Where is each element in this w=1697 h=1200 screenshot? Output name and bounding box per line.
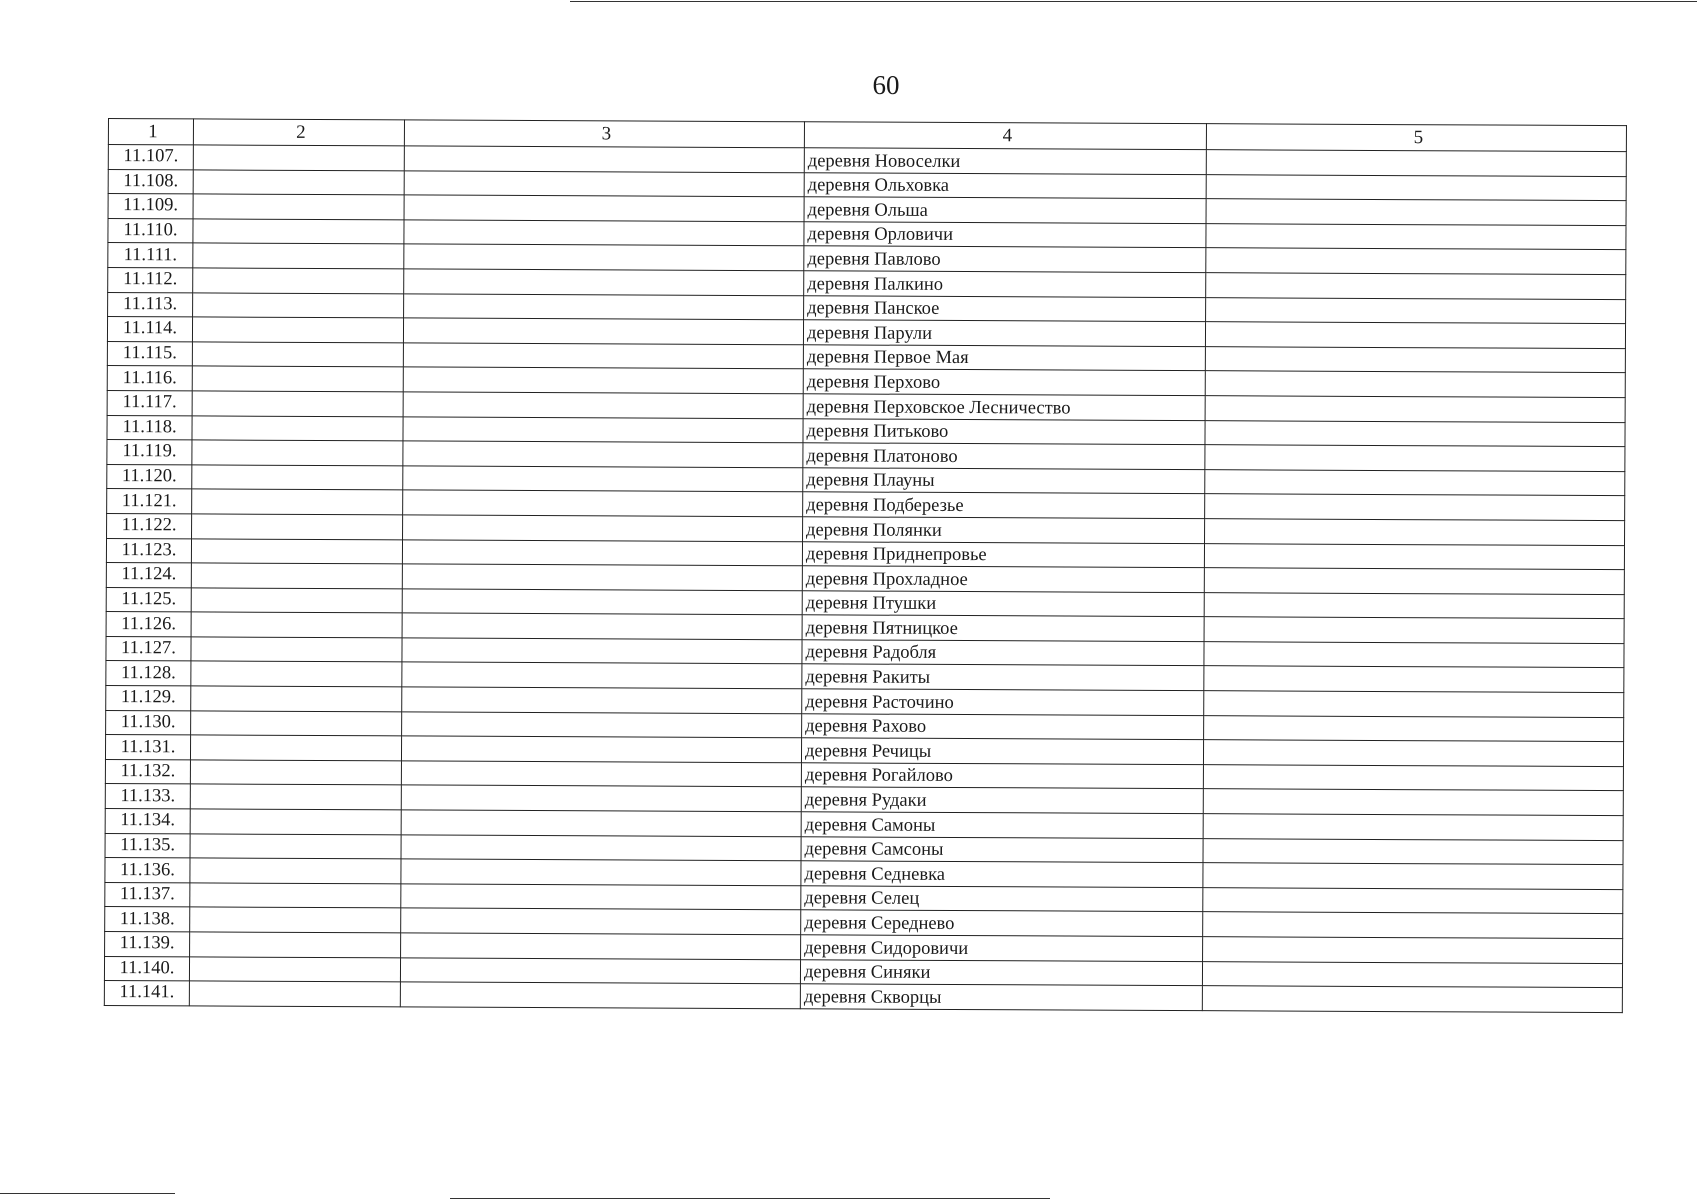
empty-cell-col5 [1202, 986, 1622, 1013]
empty-cell-col5 [1206, 150, 1626, 177]
settlement-name-cell: деревня Самсоны [801, 836, 1203, 862]
empty-cell-col2 [193, 243, 404, 269]
empty-cell-col2 [191, 637, 402, 663]
row-number-cell: 11.131. [105, 735, 190, 760]
column-header-2: 2 [193, 119, 404, 146]
column-header-5: 5 [1206, 124, 1626, 152]
row-number-cell: 11.138. [105, 907, 190, 932]
row-number-cell: 11.115. [107, 341, 192, 366]
empty-cell-col2 [192, 489, 403, 515]
empty-cell-col5 [1204, 691, 1624, 718]
empty-cell-col2 [192, 514, 403, 540]
row-number-cell: 11.128. [106, 661, 191, 686]
empty-cell-col2 [190, 834, 401, 860]
row-number-cell: 11.116. [107, 366, 192, 391]
empty-cell-col3 [402, 539, 802, 565]
empty-cell-col3 [401, 736, 801, 762]
row-number-cell: 11.107. [108, 145, 193, 170]
empty-cell-col5 [1206, 199, 1626, 226]
empty-cell-col3 [404, 170, 804, 196]
empty-cell-col3 [402, 662, 802, 688]
empty-cell-col2 [190, 907, 401, 933]
empty-cell-col2 [191, 612, 402, 638]
settlement-name-cell: деревня Прохладное [802, 566, 1204, 592]
settlement-name-cell: деревня Скворцы [800, 984, 1202, 1010]
settlement-name-cell: деревня Расточино [802, 689, 1204, 715]
settlement-name-cell: деревня Ракиты [802, 664, 1204, 690]
row-number-cell: 11.117. [107, 390, 192, 415]
empty-cell-col2 [191, 711, 402, 737]
empty-cell-col2 [193, 145, 404, 171]
empty-cell-col3 [401, 933, 801, 959]
settlement-name-cell: деревня Ольховка [804, 172, 1206, 198]
empty-cell-col5 [1205, 519, 1625, 546]
empty-cell-col3 [403, 515, 803, 541]
empty-cell-col2 [190, 760, 401, 786]
empty-cell-col5 [1203, 912, 1623, 939]
empty-cell-col2 [190, 735, 401, 761]
empty-cell-col2 [192, 391, 403, 417]
row-number-cell: 11.125. [106, 587, 191, 612]
settlement-name-cell: деревня Приднепровье [802, 541, 1204, 567]
empty-cell-col5 [1205, 346, 1625, 373]
empty-cell-col3 [401, 884, 801, 910]
empty-cell-col2 [189, 981, 400, 1007]
row-number-cell: 11.108. [108, 169, 193, 194]
empty-cell-col5 [1205, 494, 1625, 521]
empty-cell-col3 [401, 859, 801, 885]
row-number-cell: 11.122. [107, 513, 192, 538]
settlement-name-cell: деревня Плауны [803, 467, 1205, 493]
row-number-cell: 11.124. [106, 563, 191, 588]
row-number-cell: 11.129. [106, 686, 191, 711]
empty-cell-col3 [401, 785, 801, 811]
scan-edge-top [570, 1, 1697, 2]
empty-cell-col5 [1205, 371, 1625, 398]
row-number-cell: 11.127. [106, 636, 191, 661]
empty-cell-col3 [404, 220, 804, 246]
settlement-name-cell: деревня Сидоровичи [801, 935, 1203, 961]
empty-cell-col2 [192, 440, 403, 466]
settlement-name-cell: деревня Рудаки [801, 787, 1203, 813]
empty-cell-col2 [193, 268, 404, 294]
empty-cell-col5 [1203, 863, 1623, 890]
settlement-name-cell: деревня Рогайлово [801, 763, 1203, 789]
empty-cell-col5 [1204, 617, 1624, 644]
empty-cell-col3 [402, 687, 802, 713]
settlement-name-cell: деревня Самоны [801, 812, 1203, 838]
empty-cell-col3 [401, 835, 801, 861]
settlement-name-cell: деревня Седневка [801, 861, 1203, 887]
empty-cell-col5 [1203, 887, 1623, 914]
empty-cell-col3 [402, 712, 802, 738]
empty-cell-col5 [1203, 789, 1623, 816]
empty-cell-col5 [1206, 297, 1626, 324]
empty-cell-col2 [189, 956, 400, 982]
row-number-cell: 11.119. [107, 440, 192, 465]
row-number-cell: 11.139. [105, 931, 190, 956]
empty-cell-col3 [401, 761, 801, 787]
empty-cell-col5 [1203, 937, 1623, 964]
empty-cell-col5 [1205, 445, 1625, 472]
empty-cell-col5 [1204, 568, 1624, 595]
empty-cell-col3 [404, 146, 804, 172]
row-number-cell: 11.114. [107, 317, 192, 342]
settlement-name-cell: деревня Павлово [804, 246, 1206, 272]
row-number-cell: 11.110. [108, 218, 193, 243]
empty-cell-col3 [400, 982, 800, 1008]
empty-cell-col5 [1204, 715, 1624, 742]
empty-cell-col5 [1203, 765, 1623, 792]
empty-cell-col2 [190, 809, 401, 835]
empty-cell-col3 [404, 269, 804, 295]
empty-cell-col2 [192, 366, 403, 392]
settlement-name-cell: деревня Подберезье [803, 492, 1205, 518]
settlement-name-cell: деревня Рахово [802, 713, 1204, 739]
empty-cell-col3 [404, 293, 804, 319]
empty-cell-col2 [190, 858, 401, 884]
settlement-name-cell: деревня Парули [803, 320, 1205, 346]
empty-cell-col2 [191, 538, 402, 564]
row-number-cell: 11.133. [105, 784, 190, 809]
settlement-name-cell: деревня Перховское Лесничество [803, 394, 1205, 420]
empty-cell-col2 [190, 932, 401, 958]
table-container [104, 118, 1627, 1013]
table-body [104, 145, 1626, 1013]
settlement-name-cell: деревня Перхово [803, 369, 1205, 395]
settlement-name-cell: деревня Ольша [804, 197, 1206, 223]
empty-cell-col3 [402, 638, 802, 664]
empty-cell-col3 [404, 195, 804, 221]
settlement-name-cell: деревня Птушки [802, 590, 1204, 616]
empty-cell-col5 [1206, 223, 1626, 250]
row-number-cell: 11.141. [104, 981, 189, 1006]
row-number-cell: 11.126. [106, 612, 191, 637]
row-number-cell: 11.112. [108, 267, 193, 292]
row-number-cell: 11.118. [107, 415, 192, 440]
row-number-cell: 11.123. [106, 538, 191, 563]
empty-cell-col3 [402, 589, 802, 615]
settlement-name-cell: деревня Питьково [803, 418, 1205, 444]
empty-cell-col3 [402, 564, 802, 590]
empty-cell-col3 [403, 441, 803, 467]
row-number-cell: 11.111. [108, 243, 193, 268]
column-header-4: 4 [804, 122, 1206, 150]
empty-cell-col3 [403, 416, 803, 442]
empty-cell-col3 [403, 343, 803, 369]
empty-cell-col5 [1202, 961, 1622, 988]
row-number-cell: 11.113. [108, 292, 193, 317]
row-number-cell: 11.136. [105, 858, 190, 883]
empty-cell-col2 [192, 415, 403, 441]
empty-cell-col5 [1203, 838, 1623, 865]
empty-cell-col5 [1203, 740, 1623, 767]
settlement-name-cell: деревня Панское [804, 295, 1206, 321]
empty-cell-col3 [403, 392, 803, 418]
empty-cell-col2 [190, 784, 401, 810]
empty-cell-col2 [192, 465, 403, 491]
empty-cell-col5 [1205, 420, 1625, 447]
empty-cell-col3 [402, 613, 802, 639]
empty-cell-col5 [1205, 322, 1625, 349]
column-header-3: 3 [404, 120, 804, 148]
empty-cell-col5 [1205, 396, 1625, 423]
row-number-cell: 11.137. [105, 882, 190, 907]
empty-cell-col5 [1206, 248, 1626, 275]
row-number-cell: 11.109. [108, 194, 193, 219]
scan-edge-bottom-mid [450, 1198, 1050, 1199]
row-number-cell: 11.132. [105, 759, 190, 784]
settlement-name-cell: деревня Середнево [801, 910, 1203, 936]
settlement-name-cell: деревня Орловичи [804, 222, 1206, 248]
empty-cell-col2 [193, 169, 404, 195]
empty-cell-col3 [404, 244, 804, 270]
settlement-name-cell: деревня Речицы [801, 738, 1203, 764]
column-header-1: 1 [108, 119, 193, 145]
empty-cell-col2 [192, 342, 403, 368]
empty-cell-col2 [191, 588, 402, 614]
page-number: 60 [872, 70, 900, 100]
row-number-cell: 11.120. [107, 464, 192, 489]
empty-cell-col2 [193, 194, 404, 220]
empty-cell-col5 [1204, 592, 1624, 619]
empty-cell-col5 [1203, 814, 1623, 841]
settlement-name-cell: деревня Палкино [804, 271, 1206, 297]
settlement-name-cell: деревня Первое Мая [803, 345, 1205, 371]
empty-cell-col2 [193, 219, 404, 245]
row-number-cell: 11.130. [106, 710, 191, 735]
empty-cell-col5 [1206, 273, 1626, 300]
scan-edge-bottom-left [0, 1193, 175, 1194]
empty-cell-col5 [1206, 174, 1626, 201]
settlement-name-cell: деревня Полянки [803, 517, 1205, 543]
empty-cell-col3 [401, 810, 801, 836]
settlements-table [104, 118, 1627, 1013]
row-number-cell: 11.135. [105, 833, 190, 858]
settlement-name-cell: деревня Радобля [802, 640, 1204, 666]
empty-cell-col3 [401, 908, 801, 934]
row-number-cell: 11.140. [104, 956, 189, 981]
empty-cell-col5 [1204, 543, 1624, 570]
empty-cell-col3 [400, 957, 800, 983]
empty-cell-col2 [191, 686, 402, 712]
empty-cell-col3 [403, 318, 803, 344]
empty-cell-col5 [1204, 642, 1624, 669]
settlement-name-cell: деревня Пятницкое [802, 615, 1204, 641]
empty-cell-col3 [403, 367, 803, 393]
settlement-name-cell: деревня Платоново [803, 443, 1205, 469]
empty-cell-col2 [190, 883, 401, 909]
settlement-name-cell: деревня Новоселки [804, 148, 1206, 174]
empty-cell-col2 [191, 661, 402, 687]
empty-cell-col2 [191, 563, 402, 589]
empty-cell-col3 [403, 466, 803, 492]
empty-cell-col2 [192, 317, 403, 343]
empty-cell-col5 [1204, 666, 1624, 693]
settlement-name-cell: деревня Синяки [800, 959, 1202, 985]
settlement-name-cell: деревня Селец [801, 886, 1203, 912]
row-number-cell: 11.134. [105, 809, 190, 834]
empty-cell-col3 [403, 490, 803, 516]
empty-cell-col5 [1205, 469, 1625, 496]
row-number-cell: 11.121. [107, 489, 192, 514]
empty-cell-col2 [193, 292, 404, 318]
